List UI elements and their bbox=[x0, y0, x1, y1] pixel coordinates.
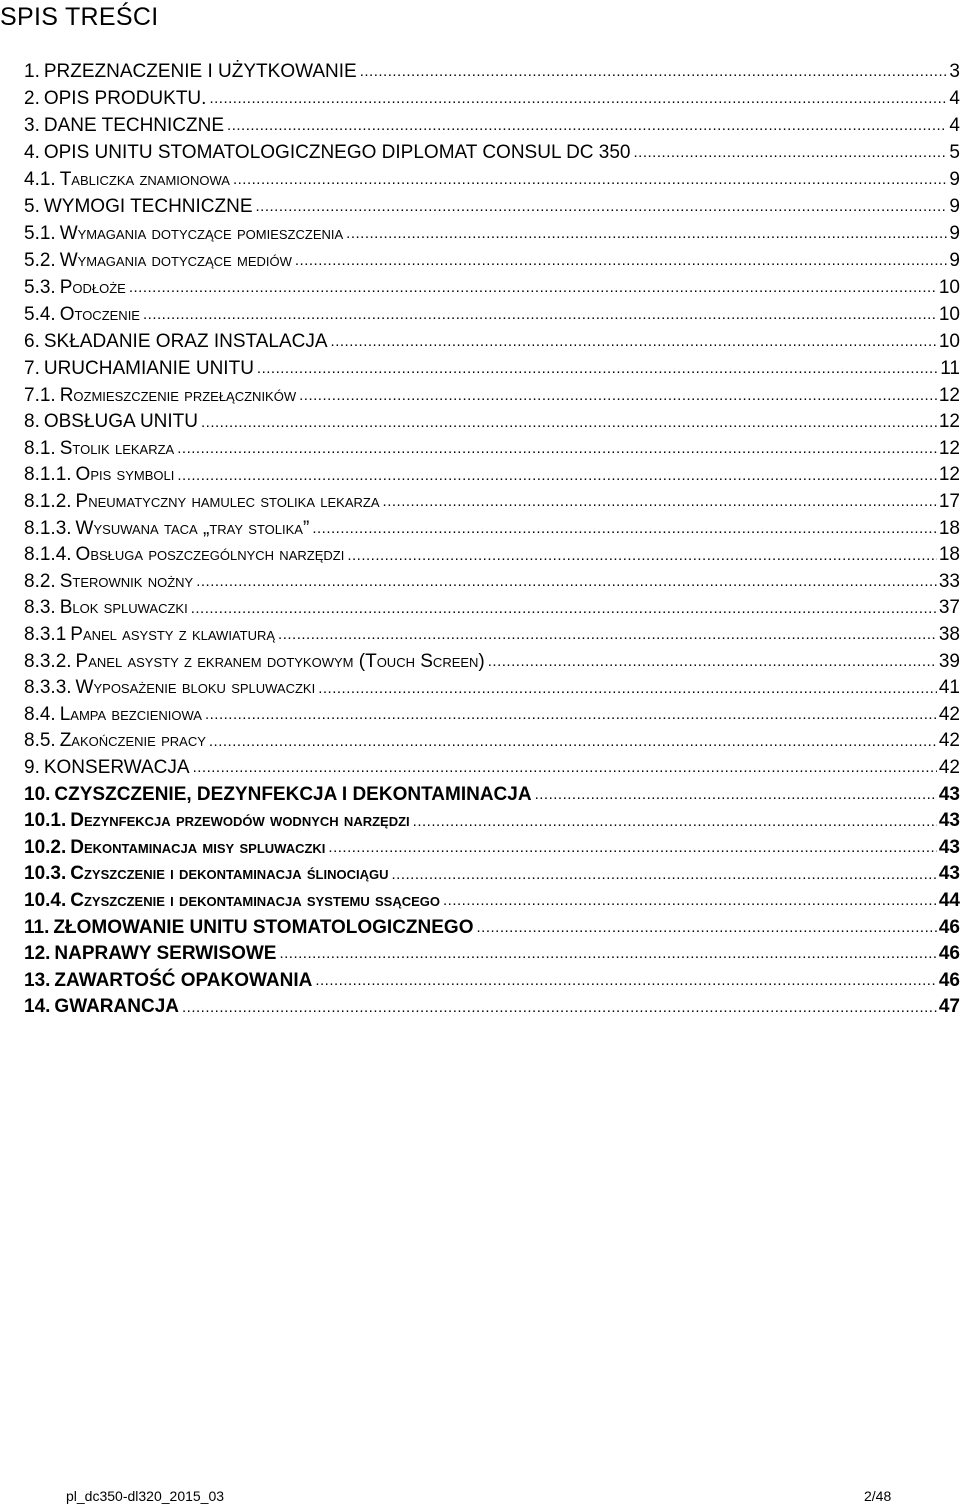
toc-label: GWARANCJA bbox=[54, 996, 179, 1018]
toc-page-number: 17 bbox=[938, 491, 960, 513]
toc-page-number: 9 bbox=[949, 168, 960, 190]
toc-leader-dots bbox=[279, 941, 936, 968]
toc-page-number: 46 bbox=[938, 969, 960, 991]
toc-page-number: 47 bbox=[938, 996, 960, 1018]
toc-page-number: 37 bbox=[938, 597, 960, 619]
toc-label: Blok spluwaczki bbox=[59, 597, 188, 619]
toc-entry[interactable] bbox=[24, 967, 960, 994]
toc-number: 7.1. bbox=[24, 384, 56, 406]
toc-label: URUCHAMIANIE UNITU bbox=[43, 357, 254, 379]
toc-entry[interactable] bbox=[24, 355, 960, 382]
toc-number: 10.3. bbox=[24, 863, 67, 885]
toc-entry[interactable] bbox=[24, 888, 960, 915]
toc-label: Sterownik nożny bbox=[59, 570, 194, 592]
toc-label: NAPRAWY SERWISOWE bbox=[54, 943, 277, 965]
toc-page-number: 12 bbox=[938, 384, 960, 406]
toc-number: 13. bbox=[24, 969, 51, 991]
toc-leader-dots bbox=[278, 622, 937, 649]
toc-number: 2. bbox=[24, 87, 40, 109]
toc-number: 8.3. bbox=[24, 597, 56, 619]
toc-entry[interactable] bbox=[24, 58, 960, 85]
toc-page-number: 12 bbox=[938, 464, 960, 486]
toc-number: 9. bbox=[24, 757, 40, 779]
toc-entry[interactable] bbox=[24, 648, 960, 675]
toc-label: Panel asysty z klawiaturą bbox=[70, 624, 276, 646]
toc-label: WYMOGI TECHNICZNE bbox=[43, 195, 253, 217]
toc-number: 4.1. bbox=[24, 168, 56, 190]
toc-leader-dots bbox=[413, 808, 937, 835]
toc-number: 8. bbox=[24, 411, 40, 433]
toc-number: 4. bbox=[24, 141, 40, 163]
toc-label: KONSERWACJA bbox=[43, 757, 190, 779]
toc-page-number: 11 bbox=[940, 357, 960, 379]
toc-page-number: 12 bbox=[938, 411, 960, 433]
toc-page-number: 43 bbox=[938, 810, 960, 832]
toc-number: 5. bbox=[24, 195, 40, 217]
toc-number: 5.3. bbox=[24, 276, 56, 298]
toc-label: Wymagania dotyczące pomieszczenia bbox=[59, 222, 344, 244]
table-of-contents bbox=[24, 58, 960, 1021]
toc-number: 6. bbox=[24, 330, 40, 352]
toc-page-number: 43 bbox=[938, 863, 960, 885]
toc-page-number: 10 bbox=[938, 276, 960, 298]
toc-leader-dots bbox=[177, 462, 937, 489]
toc-entry[interactable] bbox=[24, 728, 960, 755]
toc-page-number: 46 bbox=[938, 916, 960, 938]
toc-page-number: 12 bbox=[938, 437, 960, 459]
toc-page-number: 10 bbox=[938, 330, 960, 352]
toc-entry[interactable] bbox=[24, 994, 960, 1021]
toc-entry[interactable] bbox=[24, 409, 960, 436]
toc-label: DANE TECHNICZNE bbox=[43, 114, 225, 136]
toc-label: Obsługa poszczególnych narzędzi bbox=[75, 544, 345, 566]
toc-label: Czyszczenie i dekontaminacja ślinociągu bbox=[70, 863, 389, 885]
toc-label: ZAWARTOŚĆ OPAKOWANIA bbox=[54, 969, 313, 991]
toc-page-number: 43 bbox=[938, 783, 960, 805]
toc-entry[interactable] bbox=[24, 515, 960, 542]
toc-leader-dots bbox=[257, 355, 938, 382]
toc-page-number: 39 bbox=[938, 650, 960, 672]
toc-label: Wyposażenie bloku spluwaczki bbox=[75, 677, 316, 699]
toc-page-number: 5 bbox=[949, 141, 960, 163]
toc-number: 14. bbox=[24, 996, 51, 1018]
toc-number: 10.1. bbox=[24, 810, 67, 832]
toc-leader-dots bbox=[299, 382, 937, 409]
toc-entry[interactable] bbox=[24, 382, 960, 409]
toc-page-number: 42 bbox=[938, 703, 960, 725]
toc-label: Stolik lekarza bbox=[59, 437, 175, 459]
toc-page-number: 4 bbox=[949, 87, 960, 109]
toc-label: Dekontaminacja misy spluwaczki bbox=[70, 836, 326, 858]
toc-page-number: 3 bbox=[949, 60, 960, 82]
toc-number: 11. bbox=[24, 916, 50, 938]
toc-entry[interactable] bbox=[24, 835, 960, 862]
toc-entry[interactable] bbox=[24, 808, 960, 835]
toc-label: CZYSZCZENIE, DEZYNFEKCJA I DEKONTAMINACJA bbox=[54, 783, 532, 805]
toc-number: 8.1.1. bbox=[24, 464, 72, 486]
toc-page-number: 42 bbox=[938, 730, 960, 752]
toc-leader-dots bbox=[383, 489, 937, 516]
toc-number: 5.1. bbox=[24, 222, 56, 244]
toc-leader-dots bbox=[182, 994, 937, 1021]
page-title: SPIS TREŚCI bbox=[0, 3, 159, 31]
toc-number: 10.2. bbox=[24, 836, 67, 858]
toc-number: 8.4. bbox=[24, 703, 56, 725]
toc-number: 8.3.1 bbox=[24, 624, 67, 646]
toc-label: Opis symboli bbox=[75, 464, 175, 486]
toc-leader-dots bbox=[391, 861, 936, 888]
toc-entry[interactable] bbox=[24, 85, 960, 112]
toc-entry[interactable] bbox=[24, 702, 960, 729]
toc-number: 10. bbox=[24, 783, 51, 805]
toc-leader-dots bbox=[191, 595, 937, 622]
toc-label: Otoczenie bbox=[59, 303, 140, 325]
toc-leader-dots bbox=[143, 301, 937, 328]
toc-entry[interactable] bbox=[24, 622, 960, 649]
toc-number: 12. bbox=[24, 943, 51, 965]
toc-number: 8.1.3. bbox=[24, 517, 72, 539]
toc-number: 8.1.2. bbox=[24, 491, 72, 513]
document-id: pl_dc350-dl320_2015_03 bbox=[66, 1488, 225, 1504]
toc-leader-dots bbox=[346, 220, 947, 247]
toc-leader-dots bbox=[312, 515, 937, 542]
toc-number: 10.4. bbox=[24, 889, 67, 911]
toc-entry[interactable] bbox=[24, 542, 960, 569]
toc-leader-dots bbox=[328, 835, 936, 862]
toc-leader-dots bbox=[256, 193, 948, 220]
toc-label: OBSŁUGA UNITU bbox=[43, 411, 199, 433]
toc-page-number: 10 bbox=[938, 303, 960, 325]
toc-leader-dots bbox=[535, 781, 937, 808]
toc-label: Panel asysty z ekranem dotykowym (Touch Screen) bbox=[75, 650, 485, 672]
toc-leader-dots bbox=[488, 648, 937, 675]
toc-entry[interactable] bbox=[24, 861, 960, 888]
toc-entry[interactable] bbox=[24, 436, 960, 463]
toc-entry[interactable] bbox=[24, 569, 960, 596]
toc-entry[interactable] bbox=[24, 301, 960, 328]
toc-label: ZŁOMOWANIE UNITU STOMATOLOGICZNEGO bbox=[53, 916, 474, 938]
page-counter: 2/48 bbox=[864, 1488, 892, 1504]
toc-page-number: 9 bbox=[949, 249, 960, 271]
toc-entry[interactable] bbox=[24, 193, 960, 220]
toc-page-number: 9 bbox=[949, 195, 960, 217]
toc-number: 8.1. bbox=[24, 437, 56, 459]
toc-leader-dots bbox=[209, 85, 947, 112]
toc-page-number: 18 bbox=[938, 517, 960, 539]
toc-label: Lampa bezcieniowa bbox=[59, 703, 202, 725]
toc-entry[interactable] bbox=[24, 489, 960, 516]
toc-label: OPIS PRODUKTU. bbox=[43, 87, 207, 109]
toc-label: Tabliczka znamionowa bbox=[59, 168, 230, 190]
toc-label: Czyszczenie i dekontaminacja systemu ssącego bbox=[70, 889, 440, 911]
toc-entry[interactable] bbox=[24, 462, 960, 489]
toc-page-number: 46 bbox=[938, 943, 960, 965]
toc-page-number: 44 bbox=[938, 889, 960, 911]
toc-label: Wymagania dotyczące mediów bbox=[59, 249, 292, 271]
toc-number: 8.3.3. bbox=[24, 677, 72, 699]
toc-number: 3. bbox=[24, 114, 40, 136]
toc-leader-dots bbox=[177, 436, 937, 463]
toc-leader-dots bbox=[205, 702, 937, 729]
toc-page-number: 42 bbox=[938, 757, 960, 779]
toc-page-number: 43 bbox=[938, 836, 960, 858]
toc-number: 8.5. bbox=[24, 730, 56, 752]
toc-number: 7. bbox=[24, 357, 40, 379]
toc-label: PRZEZNACZENIE I UŻYTKOWANIE bbox=[43, 60, 357, 82]
toc-number: 1. bbox=[24, 60, 40, 82]
toc-leader-dots bbox=[318, 675, 937, 702]
toc-page-number: 18 bbox=[938, 544, 960, 566]
toc-leader-dots bbox=[476, 914, 936, 941]
toc-label: OPIS UNITU STOMATOLOGICZNEGO DIPLOMAT CONSUL DC 350 bbox=[43, 141, 631, 163]
toc-entry[interactable] bbox=[24, 247, 960, 274]
toc-entry[interactable] bbox=[24, 166, 960, 193]
toc-entry[interactable] bbox=[24, 781, 960, 808]
toc-number: 8.1.4. bbox=[24, 544, 72, 566]
toc-entry[interactable] bbox=[24, 112, 960, 139]
toc-label: Dezynfekcja przewodów wodnych narzędzi bbox=[70, 810, 410, 832]
toc-page-number: 9 bbox=[949, 222, 960, 244]
toc-leader-dots bbox=[129, 274, 937, 301]
toc-entry[interactable] bbox=[24, 675, 960, 702]
toc-entry[interactable] bbox=[24, 274, 960, 301]
toc-entry[interactable] bbox=[24, 941, 960, 968]
toc-page-number: 38 bbox=[938, 624, 960, 646]
toc-leader-dots bbox=[227, 112, 947, 139]
toc-leader-dots bbox=[634, 139, 948, 166]
toc-page-number: 33 bbox=[938, 570, 960, 592]
toc-entry[interactable] bbox=[24, 139, 960, 166]
toc-number: 5.4. bbox=[24, 303, 56, 325]
toc-entry[interactable] bbox=[24, 755, 960, 782]
toc-leader-dots bbox=[347, 542, 937, 569]
toc-leader-dots bbox=[315, 967, 937, 994]
toc-leader-dots bbox=[295, 247, 948, 274]
toc-label: Rozmieszczenie przełączników bbox=[59, 384, 297, 406]
toc-label: Podłoże bbox=[59, 276, 126, 298]
toc-leader-dots bbox=[196, 569, 937, 596]
toc-leader-dots bbox=[360, 58, 948, 85]
toc-entry[interactable] bbox=[24, 595, 960, 622]
toc-leader-dots bbox=[331, 328, 937, 355]
toc-label: Zakończenie pracy bbox=[59, 730, 206, 752]
toc-page-number: 41 bbox=[938, 677, 960, 699]
toc-number: 8.3.2. bbox=[24, 650, 72, 672]
toc-leader-dots bbox=[209, 728, 937, 755]
toc-page-number: 4 bbox=[949, 114, 960, 136]
toc-leader-dots bbox=[193, 755, 937, 782]
toc-entry[interactable] bbox=[24, 914, 960, 941]
toc-leader-dots bbox=[443, 888, 937, 915]
toc-number: 8.2. bbox=[24, 570, 56, 592]
toc-leader-dots bbox=[233, 166, 947, 193]
toc-number: 5.2. bbox=[24, 249, 56, 271]
toc-label: Wysuwana taca „tray stolika” bbox=[75, 517, 310, 539]
toc-entry[interactable] bbox=[24, 328, 960, 355]
toc-leader-dots bbox=[201, 409, 937, 436]
toc-label: Pneumatyczny hamulec stolika lekarza bbox=[75, 491, 380, 513]
toc-label: SKŁADANIE ORAZ INSTALACJA bbox=[43, 330, 328, 352]
toc-entry[interactable] bbox=[24, 220, 960, 247]
